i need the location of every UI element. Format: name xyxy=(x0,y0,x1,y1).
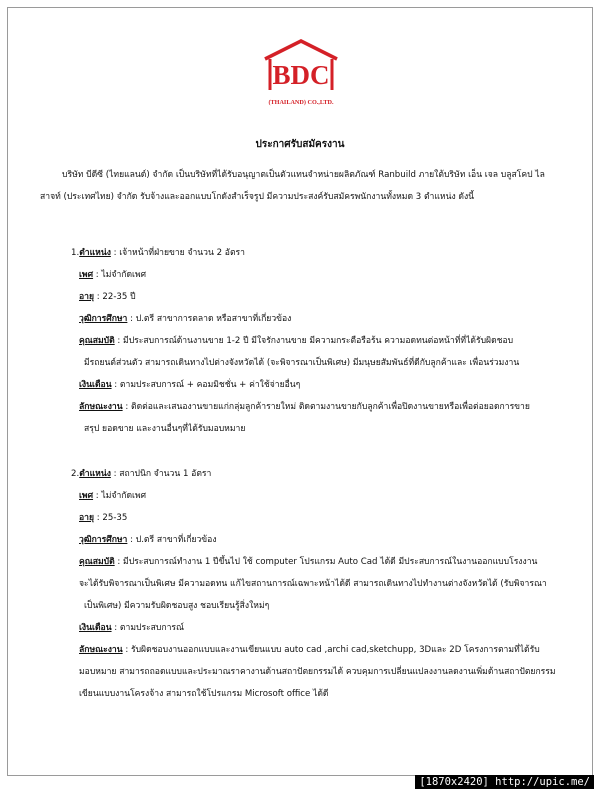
job2-age-label: อายุ xyxy=(79,513,95,523)
job2-age xyxy=(79,512,127,524)
job1-education xyxy=(79,313,291,325)
job2-qualification-cont: จะได้รับพิจารณาเป็นพิเศษ มีความอดทน แก้ไขสถานการณ์เฉพาะหน้าได้ดี สามารถเดินทางไปทำงานต่างจังหวัดได้ (รับพิจารณา xyxy=(79,579,547,589)
job2-duty-value: : รับผิดชอบงานออกแบบและงานเขียนแบบ auto cad ,archi cad,sketchupp, 3Dและ 2D โครงการตามที่ได้รับ xyxy=(122,645,540,655)
job1-number: 1. xyxy=(71,248,80,258)
job2-salary-label: เงินเดือน xyxy=(79,623,112,633)
job2-position xyxy=(71,468,211,480)
job1-salary-value: : ตามประสบการณ์ + คอมมิชชั่น + ค่าใช้จ่ายอื่นๆ xyxy=(111,380,301,390)
intro-paragraph xyxy=(40,164,574,208)
job1-salary-label: เงินเดือน xyxy=(79,380,112,390)
job1-qualification xyxy=(79,335,513,347)
job2-qualification-cont-2: เป็นพิเศษ) มีความรับผิดชอบสูง ชอบเรียนรู้สิ่งใหม่ๆ xyxy=(84,601,270,611)
job2-education xyxy=(79,534,217,546)
job1-age xyxy=(79,291,136,303)
job1-gender-label: เพศ xyxy=(79,270,94,280)
document-page xyxy=(7,7,593,776)
job1-education-label: วุฒิการศึกษา xyxy=(79,314,128,324)
job1-education-value: : ป.ตรี สาขาการตลาด หรือสาขาที่เกี่ยวข้อง xyxy=(127,314,292,324)
job2-qualification-value: : มีประสบการณ์ทำงาน 1 ปีขึ้นไป ใช้ computer โปรแกรม Auto Cad ได้ดี มีประสบการณ์ในงานออกแบบโรงงาน xyxy=(114,557,538,567)
job2-salary-value: : ตามประสบการณ์ xyxy=(111,623,184,633)
job1-qualification-label: คุณสมบัติ xyxy=(79,336,115,346)
job2-duty-cont-2: เขียนแบบงานโครงจ้าง สามารถใช้โปรแกรม Microsoft office ได้ดี xyxy=(79,689,329,699)
job2-gender-label: เพศ xyxy=(79,491,94,501)
job1-position xyxy=(71,247,245,259)
job1-position-label: ตำแหน่ง xyxy=(79,248,111,258)
intro-line-2: สาจท์ (ประเทศไทย) จำกัด รับจ้างและออกแบบโกดังสำเร็จรูป มีความประสงค์รับสมัครพนักงานทั้งหมด 3 ตำแหน่ง ดังนี้ xyxy=(40,192,475,202)
page-title: ประกาศรับสมัครงาน xyxy=(255,139,345,150)
job2-duty-cont-1: มอบหมาย สามารถถอดแบบและประมาณราคางานด้านสถาปัตยกรรมได้ ควบคุมการเปลี่ยนแปลงงานลดงานเพิ่มด้านสถาปัตยกรรม xyxy=(79,667,556,677)
job2-salary xyxy=(79,622,184,634)
job2-age-value: : 25-35 xyxy=(94,513,128,523)
job1-age-label: อายุ xyxy=(79,292,95,302)
intro-line-1: บริษัท บีดีซี (ไทยแลนด์) จำกัด เป็นบริษัทที่ได้รับอนุญาตเป็นตัวแทนจำหน่ายผลิตภัณฑ์ Ranbuild ภายใต้บริษัท เอ็น เจล บลูสโคป ไล xyxy=(62,170,545,180)
job2-position-label: ตำแหน่ง xyxy=(79,469,111,479)
job2-gender-value: : ไม่จำกัดเพศ xyxy=(93,491,147,501)
job1-gender-value: : ไม่จำกัดเพศ xyxy=(93,270,147,280)
job2-qualification-label: คุณสมบัติ xyxy=(79,557,115,567)
job1-duty-cont: สรุป ยอดขาย และงานอื่นๆที่ได้รับมอบหมาย xyxy=(84,424,246,434)
job2-education-value: : ป.ตรี สาขาที่เกี่ยวข้อง xyxy=(127,535,217,545)
job1-duty-value: : ติดต่อและเสนองานขายแก่กลุ่มลูกค้ารายใหม่ ติดตามงานขายกับลูกค้าเพื่อปิดงานขายหรือเพื่อต่อยอดการขาย xyxy=(122,402,530,412)
logo-subtext: (THAILAND) CO.,LTD. xyxy=(268,99,334,106)
job1-age-value: : 22-35 ปี xyxy=(94,292,136,302)
job2-duty xyxy=(79,644,540,656)
bdc-logo xyxy=(262,38,340,108)
job2-qualification xyxy=(79,556,537,568)
job2-position-value: : สถาปนิก จำนวน 1 อัตรา xyxy=(110,469,212,479)
job2-education-label: วุฒิการศึกษา xyxy=(79,535,128,545)
job2-number: 2. xyxy=(71,469,80,479)
job1-qualification-value: : มีประสบการณ์ด้านงานขาย 1-2 ปี มีใจรักงานขาย มีความกระตือรือร้น ความอดทนต่อหน้าที่ที่ได้รับผิดชอบ xyxy=(114,336,514,346)
job1-duty xyxy=(79,401,530,413)
job1-duty-label: ลักษณะงาน xyxy=(79,402,123,412)
job2-gender xyxy=(79,490,146,502)
job1-salary xyxy=(79,379,300,391)
image-host-watermark: [1870x2420] http://upic.me/ xyxy=(415,775,594,789)
job1-position-value: : เจ้าหน้าที่ฝ่ายขาย จำนวน 2 อัตรา xyxy=(110,248,245,258)
job1-gender xyxy=(79,269,146,281)
job1-qualification-cont: มีรถยนต์ส่วนตัว สามารถเดินทางไปต่างจังหวัดได้ (จะพิจารณาเป็นพิเศษ) มีมนุษยสัมพันธ์ที่ดีกับลูกค้าและ เพื่อนร่วมงาน xyxy=(84,358,520,368)
logo-text: BDC xyxy=(272,60,330,90)
house-roof-logo-icon xyxy=(262,38,340,108)
job2-duty-label: ลักษณะงาน xyxy=(79,645,123,655)
